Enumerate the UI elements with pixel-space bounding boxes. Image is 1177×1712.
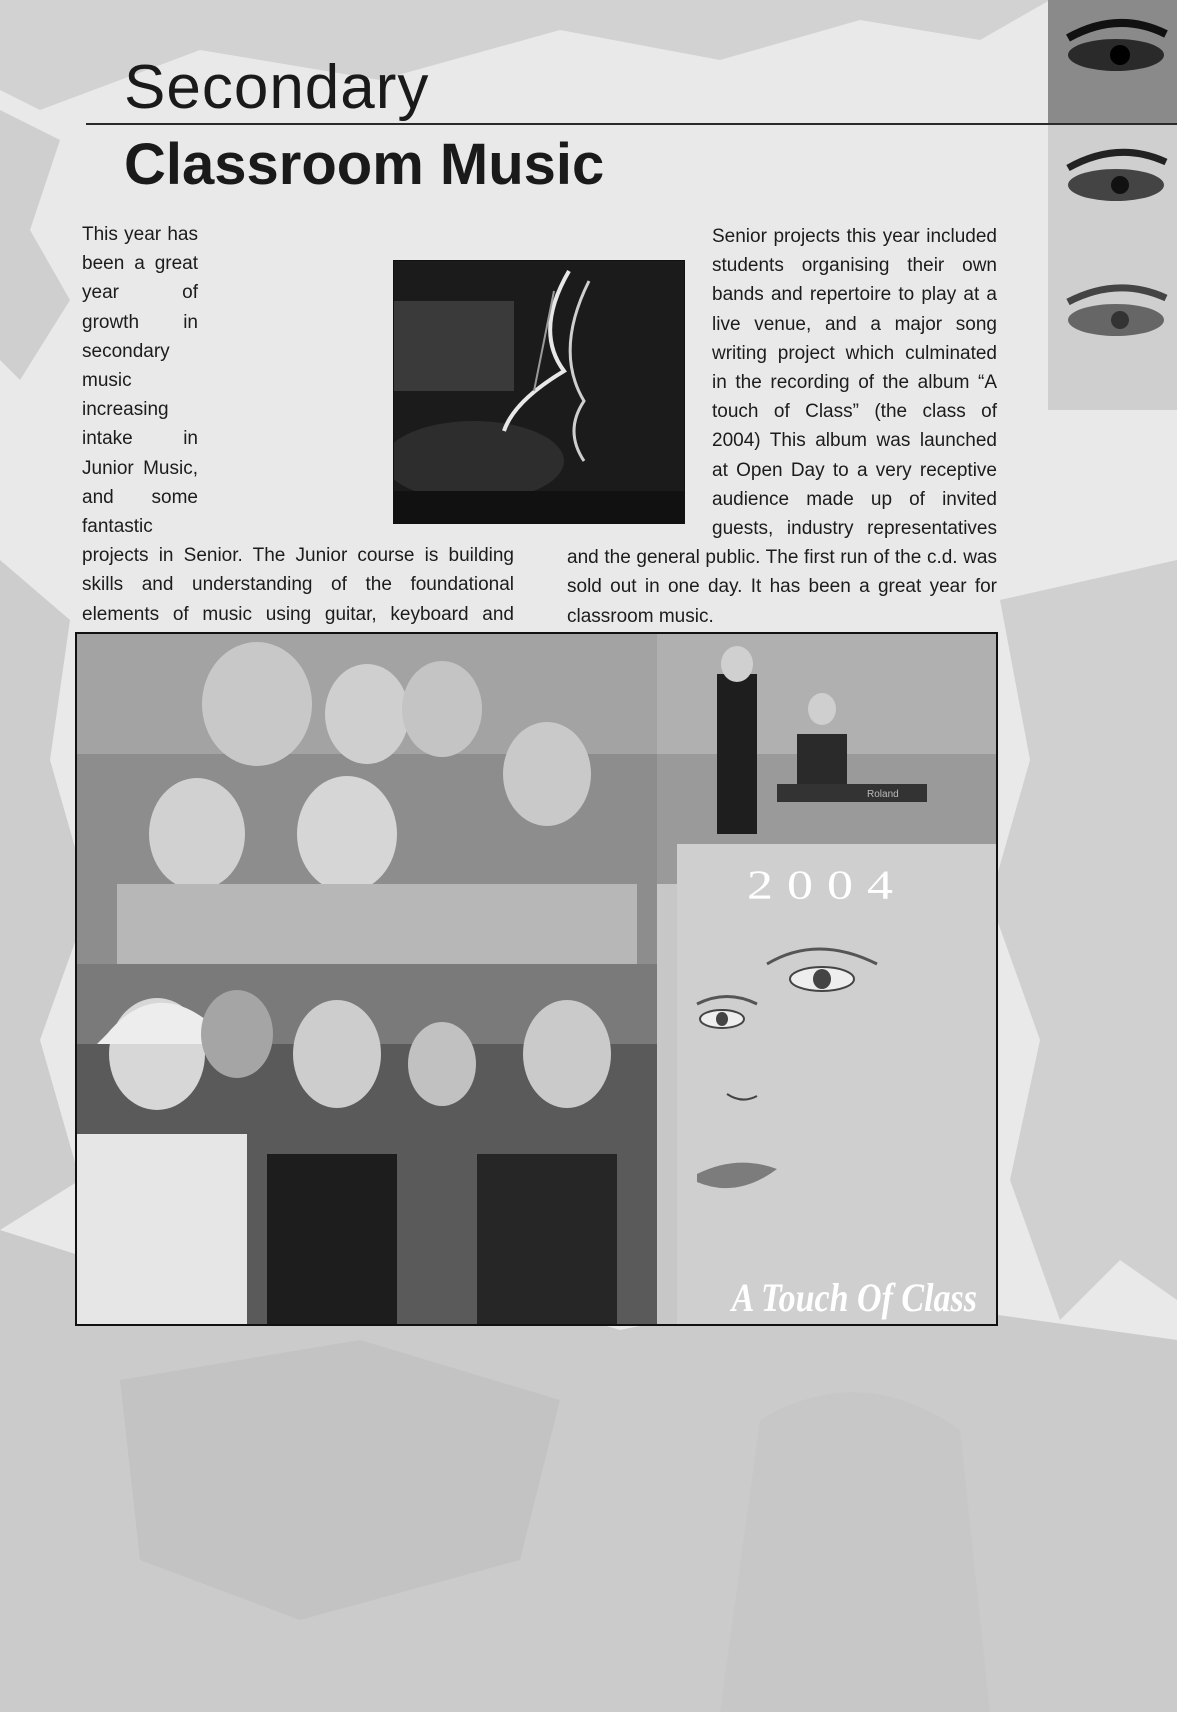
left-column-paragraph: This year has been a great year of growth in secondary music increasing intake in Junior Music, and some fantastic projects in Senior. The Junior course is building skills and understanding of the foundational elements of music using guitar, keyboard and (82, 224, 514, 625)
eye-strip-decoration (1048, 0, 1177, 410)
page-title-line1: Secondary (124, 53, 430, 122)
keyboard-brand-label: Roland (867, 789, 899, 800)
right-column-paragraph: Senior projects this year included students organising their own bands and repertoire to play at a live venue, and a major song writing project which culminated in the recording of the album “A touch of Class” (the class of 2004) This album was launched at Open Day to a very receptive audience made up of invited guests, industry representatives and the general public. The first run of the c.d. was sold out in one day. It has been a great year for classroom music. (567, 226, 997, 627)
photo-collage (75, 632, 998, 1326)
album-title-text: A Touch Of Class (731, 1275, 977, 1320)
page-title-line2: Classroom Music (124, 132, 605, 197)
guitarist-photo (393, 260, 685, 524)
collage-photos (77, 634, 996, 1324)
album-year-text: 2004 (747, 862, 907, 909)
